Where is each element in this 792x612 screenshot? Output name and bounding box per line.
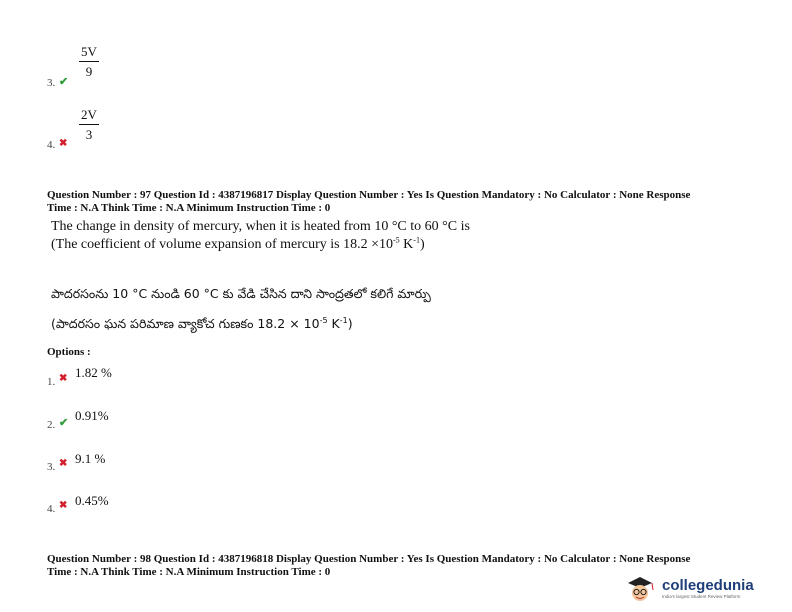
graduate-mascot-icon bbox=[622, 576, 658, 604]
question-line-1: The change in density of mercury, when it is heated from 10 °C to 60 °C is bbox=[51, 219, 470, 234]
exponent: -1 bbox=[413, 235, 420, 245]
exponent: -5 bbox=[319, 315, 328, 325]
meta-line-1: Question Number : 97 Question Id : 4387196817 Display Question Number : Yes Is Question Mandatory : No Calculator : None Response bbox=[47, 189, 691, 201]
option-number: 3. bbox=[47, 77, 56, 89]
meta-line-2: Time : N.A Think Time : N.A Minimum Instruction Time : 0 bbox=[47, 566, 331, 578]
fraction-numerator: 2V bbox=[81, 107, 97, 122]
fraction-bar bbox=[79, 61, 99, 62]
exponent: -1 bbox=[339, 315, 348, 325]
option-value: 0.91% bbox=[75, 408, 109, 423]
option-number: 4. bbox=[47, 139, 56, 151]
question-text-telugu-line-2 bbox=[51, 316, 353, 335]
text-part: (The coefficient of volume expansion of mercury is 18.2 ×10 bbox=[51, 237, 393, 252]
wrong-cross-icon: ✖ bbox=[59, 138, 68, 149]
question-line-2 bbox=[51, 236, 470, 254]
question-97-meta bbox=[47, 189, 767, 215]
text-part: ) bbox=[419, 237, 425, 252]
fraction bbox=[79, 44, 99, 80]
fraction bbox=[79, 107, 99, 143]
wrong-cross-icon: ✖ bbox=[59, 373, 68, 384]
fraction-bar bbox=[79, 124, 99, 125]
meta-line-1: Question Number : 98 Question Id : 4387196818 Display Question Number : Yes Is Question Mandatory : No Calculator : None Response bbox=[47, 553, 691, 565]
exponent: -5 bbox=[392, 235, 400, 245]
logo-name: collegedunia bbox=[662, 577, 754, 594]
fraction-denominator: 9 bbox=[85, 64, 93, 79]
correct-check-icon: ✔ bbox=[59, 76, 69, 88]
text-part: (పాదరసం ఘన పరిమాణ వ్యాకోచ గుణకం 18.2 × 10 bbox=[51, 316, 320, 331]
option-number: 1. bbox=[47, 376, 56, 388]
option-number: 2. bbox=[47, 419, 56, 431]
text-part: K bbox=[399, 237, 414, 252]
options-label: Options : bbox=[47, 346, 91, 358]
logo-tagline: India's largest Student Review Platform bbox=[662, 594, 741, 599]
question-text-english bbox=[51, 218, 470, 254]
option-number: 4. bbox=[47, 503, 56, 515]
text-part: K bbox=[327, 316, 340, 331]
fraction-denominator: 3 bbox=[85, 127, 93, 142]
option-value: 0.45% bbox=[75, 493, 109, 508]
wrong-cross-icon: ✖ bbox=[59, 458, 68, 469]
option-number: 3. bbox=[47, 461, 56, 473]
meta-line-2: Time : N.A Think Time : N.A Minimum Instruction Time : 0 bbox=[47, 202, 331, 214]
option-value: 1.82 % bbox=[75, 365, 112, 380]
question-text-telugu-line-1: పాదరసంను 10 °C నుండి 60 °C కు వేడి చేసిన దాని సాంద్రతలో కలిగే మార్పు bbox=[51, 286, 431, 301]
correct-check-icon: ✔ bbox=[59, 417, 69, 429]
wrong-cross-icon: ✖ bbox=[59, 500, 68, 511]
fraction-numerator: 5V bbox=[81, 44, 97, 59]
collegedunia-logo bbox=[622, 576, 782, 604]
option-value: 9.1 % bbox=[75, 451, 106, 466]
text-part: ) bbox=[347, 316, 353, 331]
